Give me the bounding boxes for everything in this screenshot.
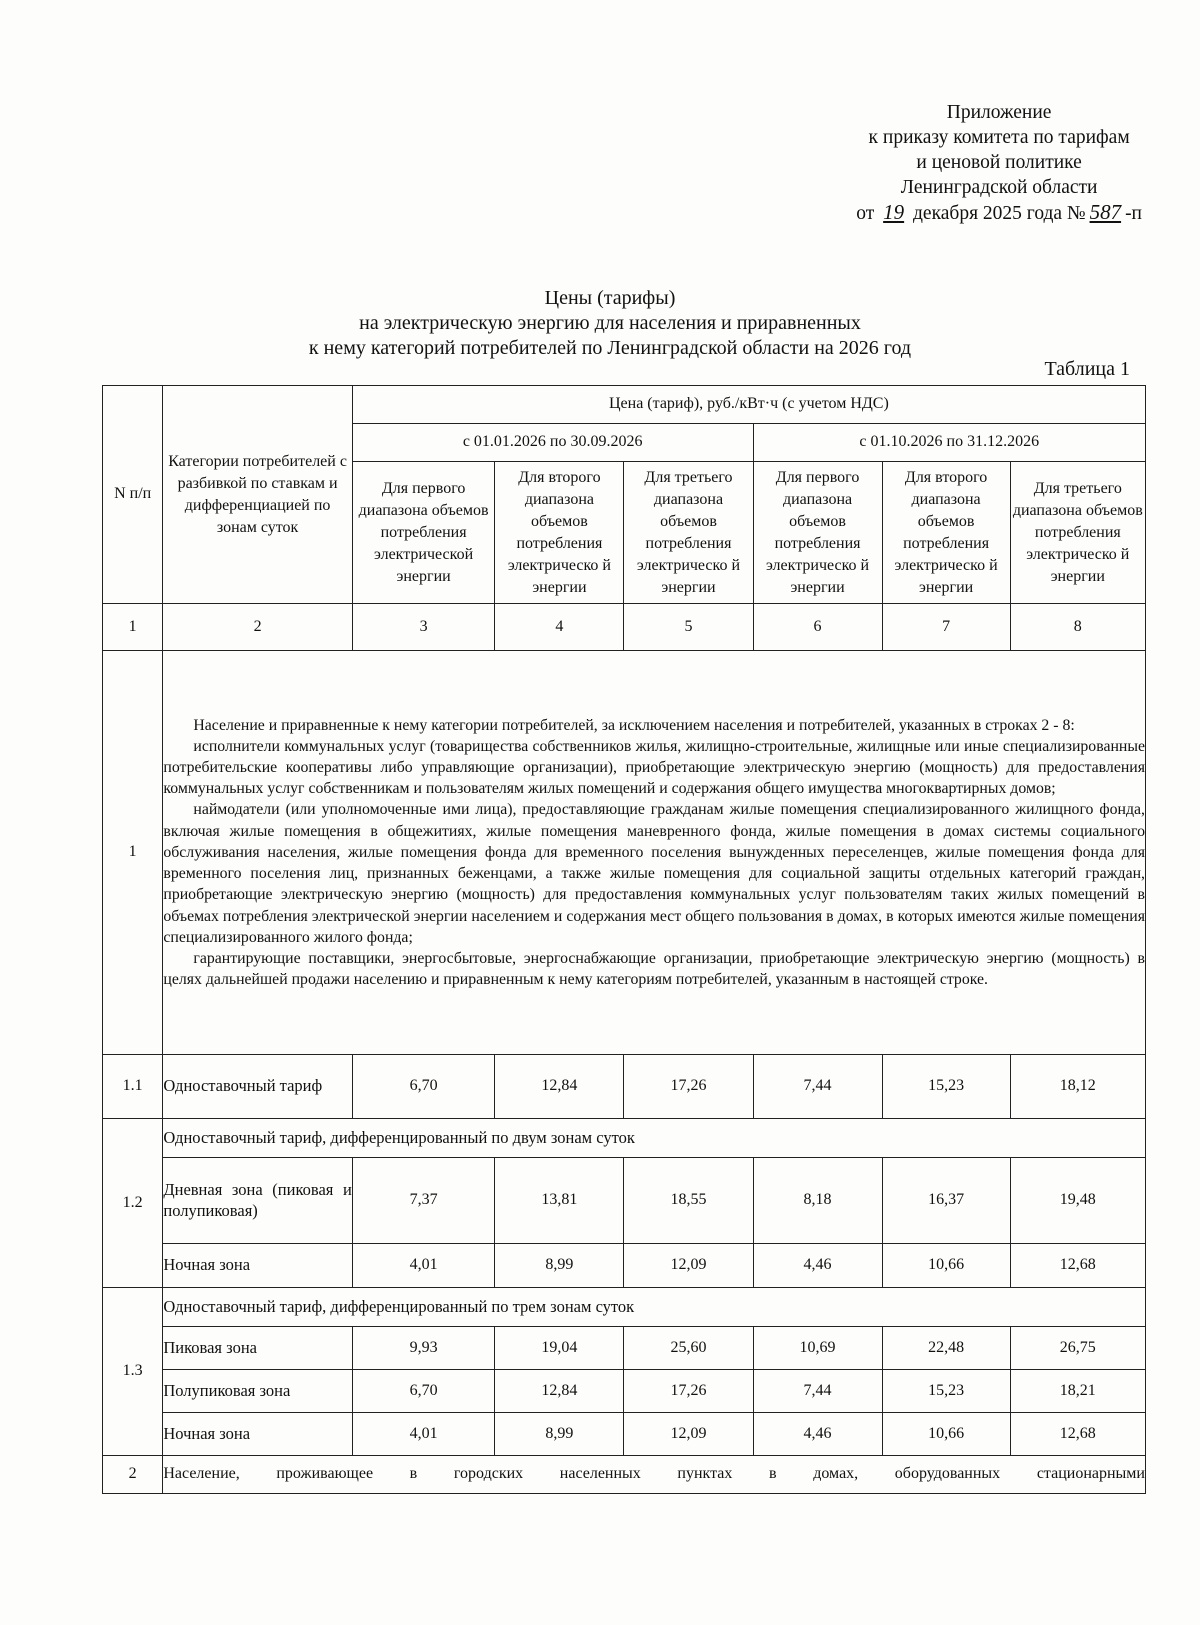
col-number-7: 7: [882, 604, 1010, 651]
row-1-3-semipeak-value-5: 15,23: [882, 1370, 1010, 1413]
row-1-3-night-value-6: 12,68: [1010, 1413, 1145, 1456]
row-1-3-night-value-1: 4,01: [352, 1413, 495, 1456]
row-1-1-value-4: 7,44: [753, 1055, 882, 1119]
header-num: N п/п: [103, 386, 163, 604]
row-1-3-night-label: Ночная зона: [163, 1413, 352, 1456]
row-1-2-night-value-6: 12,68: [1010, 1244, 1145, 1288]
header-range-5: Для второго диапазона объемов потребления электрическо й энергии: [882, 462, 1010, 604]
date-prefix: от: [856, 203, 875, 224]
row-1-3-night-value-5: 10,66: [882, 1413, 1010, 1456]
title-line-1: Цены (тарифы): [544, 287, 676, 309]
row-1-2-day-value-3: 18,55: [624, 1158, 753, 1244]
header-period-2: с 01.10.2026 по 31.12.2026: [753, 424, 1145, 462]
row-1-3-peak-value-1: 9,93: [352, 1327, 495, 1370]
row-1-3-peak-value-2: 19,04: [495, 1327, 624, 1370]
col-number-6: 6: [753, 604, 882, 651]
row-1-3-semipeak-value-6: 18,21: [1010, 1370, 1145, 1413]
row-2-text: Население, проживающее в городских населенных пунктах в домах, оборудованных стационарными: [163, 1456, 1146, 1494]
order-suffix: -п: [1125, 203, 1142, 224]
row-1-3-night-value-4: 4,46: [753, 1413, 882, 1456]
row-1-1-value-6: 18,12: [1010, 1055, 1145, 1119]
row-1-2-night-value-4: 4,46: [753, 1244, 882, 1288]
row-1-3-semipeak-value-1: 6,70: [352, 1370, 495, 1413]
row-1-3-semipeak-label: Полупиковая зона: [163, 1370, 352, 1413]
row-1-2-day-value-2: 13,81: [495, 1158, 624, 1244]
header-line-appendix: Приложение: [946, 102, 1052, 123]
handwritten-day: 19: [883, 200, 905, 224]
header-range-2: Для второго диапазона объемов потребления электрическо й энергии: [495, 462, 624, 604]
row-1-2-day-value-6: 19,48: [1010, 1158, 1145, 1244]
row-1-3-semipeak-value-3: 17,26: [624, 1370, 753, 1413]
col-number-2: 2: [163, 604, 352, 651]
row-1-3-title: Одноставочный тариф, дифференцированный по трем зонам суток: [163, 1288, 1146, 1327]
row-1-3-night-value-2: 8,99: [495, 1413, 624, 1456]
handwritten-order-number: 587: [1089, 200, 1122, 224]
row-1-3-peak-value-6: 26,75: [1010, 1327, 1145, 1370]
row-1-1-number: 1.1: [103, 1055, 163, 1119]
row-1-3-peak-label: Пиковая зона: [163, 1327, 352, 1370]
table-label: Таблица 1: [1044, 358, 1130, 380]
row-1-1-value-2: 12,84: [495, 1055, 624, 1119]
row-1-2-day-value-4: 8,18: [753, 1158, 882, 1244]
row-1-paragraph-3: наймодатели (или уполномоченные ими лица), предоставляющие гражданам жилые помещения специализированного жилищного фонда, включая жилые помещения в общежитиях, жилые помещения маневренного фонда, жилые помещения в домах системы социального обслуживания населения, жилые помещения фонда для временного поселения вынужденных переселенцев, жилые помещения фонда для временного поселения лиц, признанных беженцами, а также жилые помещения для социальной защиты отдельных категорий граждан, приобретающие электрическую энергию (мощность) для предоставления коммунальных услуг пользователям таких жилых помещений в объемах потребления электрической энергии населением и содержания мест общего пользования в домах, в которых имеются жилые помещения специализированного жилого фонда;: [163, 801, 1145, 946]
header-range-6: Для третьего диапазона объемов потребления электрическо й энергии: [1010, 462, 1145, 604]
row-1-3-peak-value-5: 22,48: [882, 1327, 1010, 1370]
row-1-paragraph-1: Население и приравненные к нему категории потребителей, за исключением населения и потребителей, указанных в строках 2 - 8:: [193, 716, 1075, 734]
header-date-line: [856, 200, 1142, 226]
row-1-2-night-value-1: 4,01: [352, 1244, 495, 1288]
col-number-3: 3: [352, 604, 495, 651]
row-1-2-day-value-5: 16,37: [882, 1158, 1010, 1244]
row-1-2-night-value-5: 10,66: [882, 1244, 1010, 1288]
row-1-3-semipeak-value-2: 12,84: [495, 1370, 624, 1413]
header-line-region: Ленинградской области: [900, 177, 1098, 198]
row-1-2-title: Одноставочный тариф, дифференцированный по двум зонам суток: [163, 1119, 1146, 1158]
row-1-3-peak-value-4: 10,69: [753, 1327, 882, 1370]
row-1-2-day-value-1: 7,37: [352, 1158, 495, 1244]
row-1-2-number: 1.2: [103, 1119, 163, 1288]
document-header: [856, 100, 1142, 226]
row-1-3-peak-value-3: 25,60: [624, 1327, 753, 1370]
date-middle: декабря 2025 года №: [913, 203, 1086, 224]
col-number-1: 1: [103, 604, 163, 651]
row-1-paragraph-2: исполнители коммунальных услуг (товарищества собственников жилья, жилищно-строительные, жилищные или иные специализированные потребительские кооперативы либо управляющие организации), приобретающие электрическую энергию (мощность) для предоставления коммунальных услуг собственникам и пользователям жилых помещений и содержания общего имущества многоквартирных домов;: [163, 737, 1145, 798]
row-1-1-value-1: 6,70: [352, 1055, 495, 1119]
row-2-number: 2: [103, 1456, 163, 1494]
header-range-3: Для третьего диапазона объемов потребления электрическо й энергии: [624, 462, 753, 604]
row-1-1-label: Одноставочный тариф: [163, 1055, 352, 1119]
row-1-3-semipeak-value-4: 7,44: [753, 1370, 882, 1413]
col-number-8: 8: [1010, 604, 1145, 651]
header-line-policy: и ценовой политике: [916, 152, 1082, 173]
row-1-number: 1: [103, 651, 163, 1055]
header-category: Категории потребителей с разбивкой по ставкам и дифференциацией по зонам суток: [163, 386, 352, 604]
row-1-3-night-value-3: 12,09: [624, 1413, 753, 1456]
header-range-1: Для первого диапазона объемов потребления электрической энергии: [352, 462, 495, 604]
row-1-2-night-value-3: 12,09: [624, 1244, 753, 1288]
tariff-table: [102, 385, 1146, 1494]
document-title: [180, 286, 1040, 361]
row-1-1-value-3: 17,26: [624, 1055, 753, 1119]
row-1-2-night-label: Ночная зона: [163, 1244, 352, 1288]
header-price: Цена (тариф), руб./кВт·ч (с учетом НДС): [352, 386, 1145, 424]
header-line-order: к приказу комитета по тарифам: [868, 127, 1130, 148]
col-number-5: 5: [624, 604, 753, 651]
header-range-4: Для первого диапазона объемов потребления электрическо й энергии: [753, 462, 882, 604]
title-line-3: к нему категорий потребителей по Ленинградской области на 2026 год: [308, 337, 912, 359]
col-number-4: 4: [495, 604, 624, 651]
row-1-2-night-value-2: 8,99: [495, 1244, 624, 1288]
row-1-description: [163, 651, 1146, 1055]
row-1-1-value-5: 15,23: [882, 1055, 1010, 1119]
header-period-1: с 01.01.2026 по 30.09.2026: [352, 424, 753, 462]
row-1-paragraph-4: гарантирующие поставщики, энергосбытовые, энергоснабжающие организации, приобретающие электрическую энергию (мощность) в целях дальнейшей продажи населению и приравненным к нему категориям потребителей, указанным в настоящей строке.: [163, 949, 1145, 989]
row-1-3-number: 1.3: [103, 1288, 163, 1456]
row-1-2-day-label: Дневная зона (пиковая и полупиковая): [163, 1158, 352, 1244]
title-line-2: на электрическую энергию для населения и приравненных: [359, 312, 861, 334]
